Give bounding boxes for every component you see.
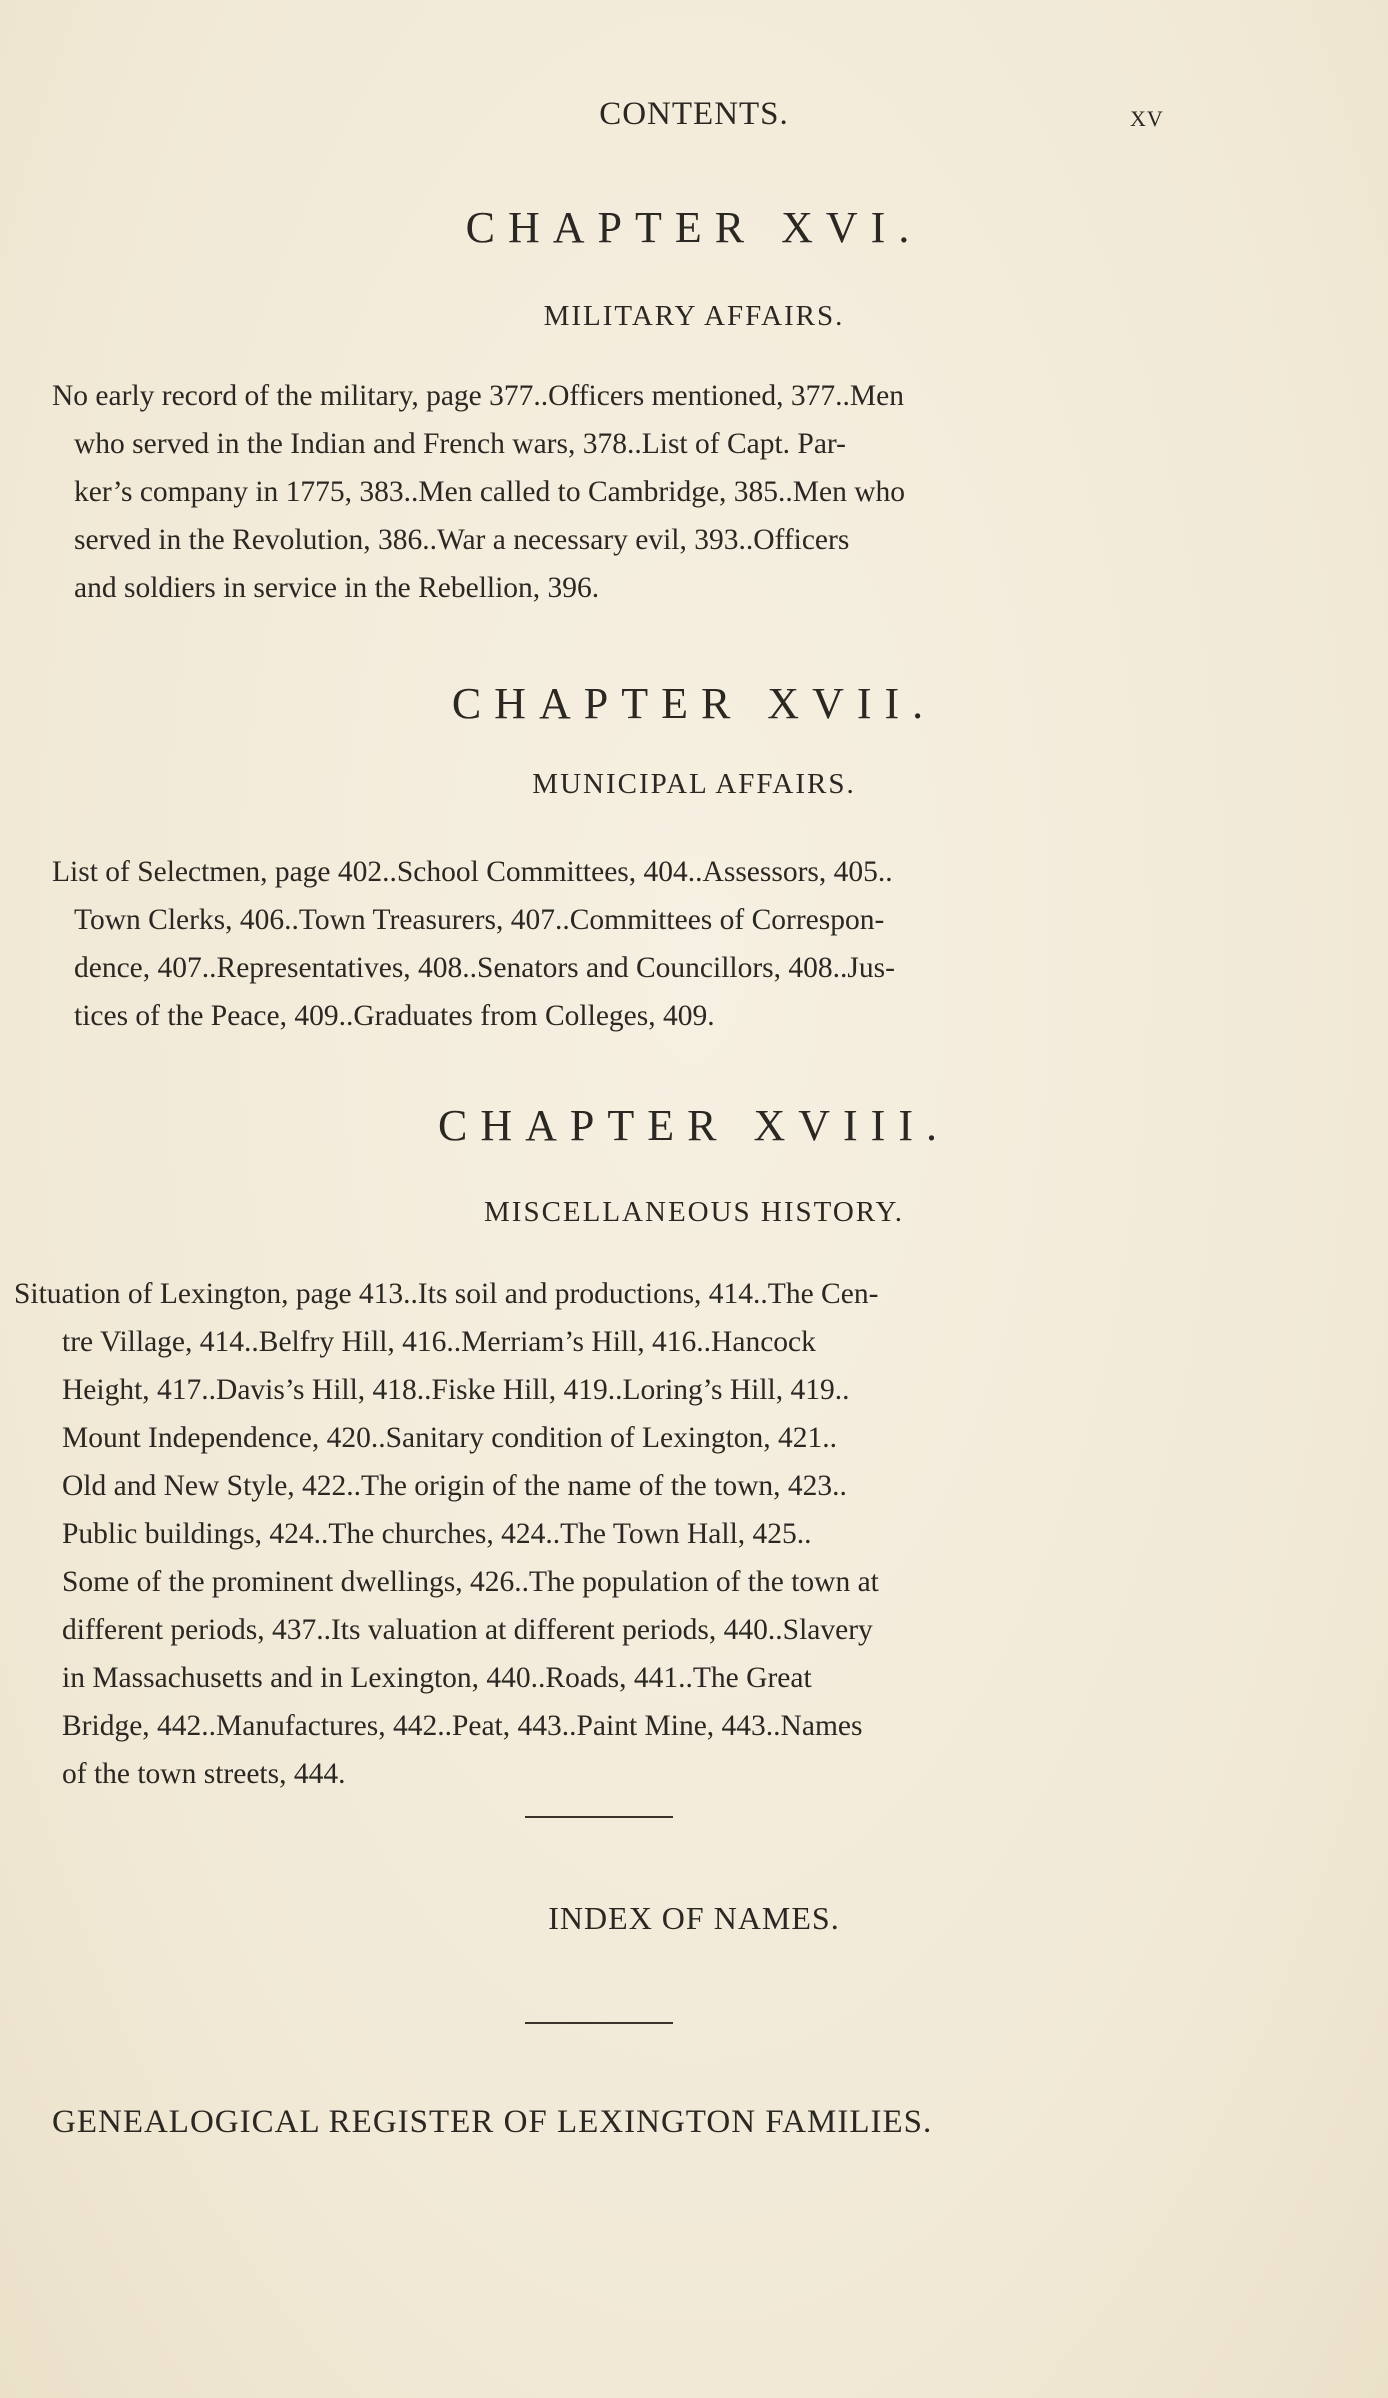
contents-line: tre Village, 414..Belfry Hill, 416..Merriam’s Hill, 416..Hancock (62, 1326, 816, 1358)
contents-line: different periods, 437..Its valuation at different periods, 440..Slavery (62, 1614, 873, 1646)
index-of-names-heading: INDEX OF NAMES. (548, 1900, 840, 1936)
chapter-16-subtitle: MILITARY AFFAIRS. (543, 300, 845, 332)
contents-line: Old and New Style, 422..The origin of the name of the town, 423.. (62, 1470, 847, 1502)
contents-line: No early record of the military, page 377..Officers mentioned, 377..Men (52, 380, 904, 412)
contents-line: Situation of Lexington, page 413..Its soil and productions, 414..The Cen- (14, 1278, 879, 1310)
chapter-16-title: CHAPTER XVI. (465, 203, 923, 252)
contents-line: Public buildings, 424..The churches, 424..The Town Hall, 425.. (62, 1518, 812, 1550)
running-head (0, 96, 1388, 136)
chapter-18-subtitle: MISCELLANEOUS HISTORY. (484, 1196, 904, 1228)
chapter-17-title: CHAPTER XVII. (451, 679, 937, 728)
contents-line: served in the Revolution, 386..War a necessary evil, 393..Officers (74, 524, 850, 556)
chapter-18-title: CHAPTER XVIII. (438, 1101, 950, 1150)
contents-line: tices of the Peace, 409..Graduates from Colleges, 409. (74, 1000, 715, 1032)
contents-line: Bridge, 442..Manufactures, 442..Peat, 443..Paint Mine, 443..Names (62, 1710, 863, 1742)
chapter-17-contents (52, 848, 1200, 1040)
contents-line: dence, 407..Representatives, 408..Senators and Councillors, 408..Jus- (74, 952, 895, 984)
running-title: CONTENTS. (599, 96, 789, 132)
contents-line: ker’s company in 1775, 383..Men called to Cambridge, 385..Men who (74, 476, 906, 508)
chapter-16-contents (52, 372, 1200, 612)
contents-line: Town Clerks, 406..Town Treasurers, 407..Committees of Correspon- (74, 904, 885, 936)
chapter-17-subtitle: MUNICIPAL AFFAIRS. (532, 768, 856, 800)
contents-line: of the town streets, 444. (62, 1758, 346, 1790)
divider-rule (525, 2022, 673, 2024)
genealogical-register-heading: GENEALOGICAL REGISTER OF LEXINGTON FAMILIES. (52, 2104, 933, 2140)
chapter-18-contents (14, 1270, 1214, 1798)
contents-line: who served in the Indian and French wars, 378..List of Capt. Par- (74, 428, 846, 460)
contents-line: and soldiers in service in the Rebellion, 396. (74, 572, 600, 604)
contents-line: Some of the prominent dwellings, 426..The population of the town at (62, 1566, 879, 1598)
contents-line: in Massachusetts and in Lexington, 440..Roads, 441..The Great (62, 1662, 812, 1694)
contents-line: List of Selectmen, page 402..School Committees, 404..Assessors, 405.. (52, 856, 893, 888)
page-number: xv (1130, 98, 1164, 133)
contents-line: Mount Independence, 420..Sanitary condition of Lexington, 421.. (62, 1422, 838, 1454)
divider-rule (525, 1816, 673, 1818)
contents-line: Height, 417..Davis’s Hill, 418..Fiske Hill, 419..Loring’s Hill, 419.. (62, 1374, 850, 1406)
